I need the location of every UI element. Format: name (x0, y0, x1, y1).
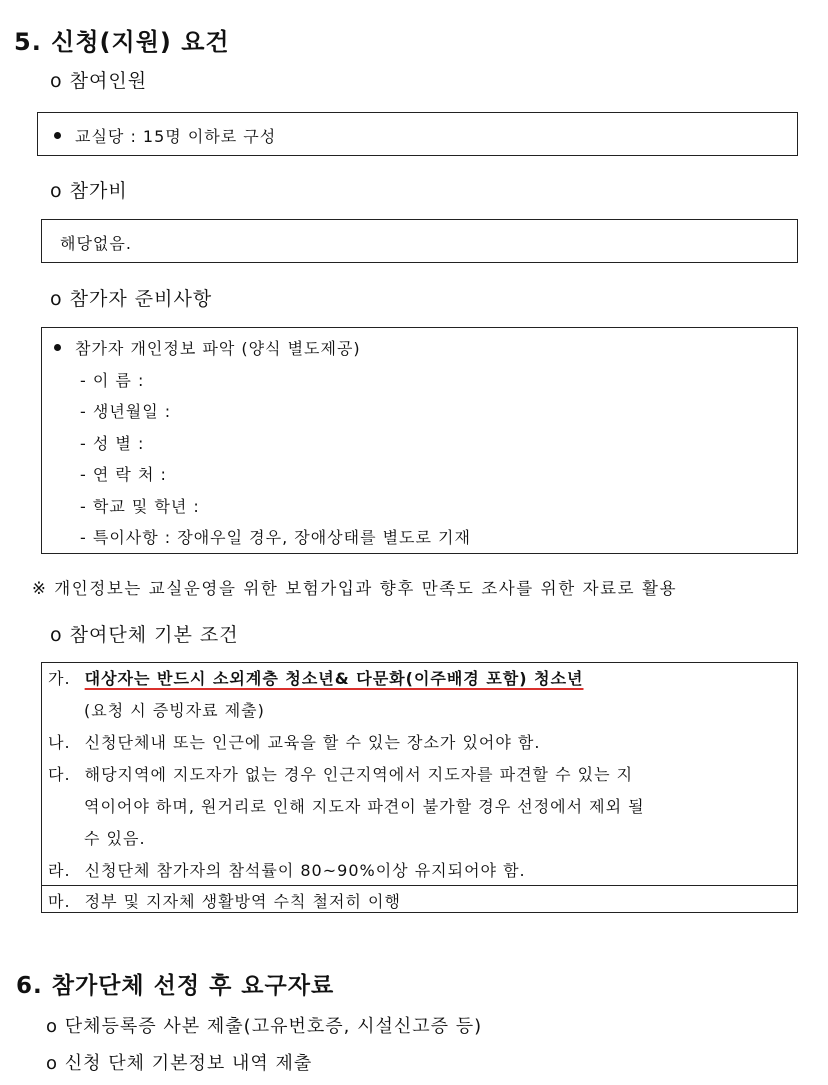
condition-label: 다. (48, 765, 71, 784)
preparation-item: - 생년월일 : (80, 402, 172, 421)
conditions-box (41, 662, 798, 913)
required-doc-item: o 단체등록증 사본 제출(고유번호증, 시설신고증 등) (46, 1016, 483, 1037)
preparation-item: - 이 름 : (80, 371, 145, 390)
participants-box (37, 112, 798, 156)
bullet-dot-icon (54, 132, 61, 139)
condition-text: 신청단체내 또는 인근에 교육을 할 수 있는 장소가 있어야 함. (84, 733, 541, 752)
condition-text-emphasis: 대상자는 반드시 소외계층 청소년& 다문화(이주배경 포함) 청소년 (84, 669, 584, 688)
condition-text: 해당지역에 지도자가 없는 경우 인근지역에서 지도자를 파견할 수 있는 지 (84, 765, 634, 784)
condition-row (48, 666, 584, 689)
participants-bullet-text: 교실당 : 15명 이하로 구성 (75, 127, 277, 146)
condition-label: 가. (48, 669, 71, 688)
fee-box (41, 219, 798, 263)
condition-row: 수 있음. (84, 829, 146, 848)
condition-row (48, 730, 540, 753)
section-6-title: 6. 참가단체 선정 후 요구자료 (16, 973, 335, 999)
fee-text: 해당없음. (60, 234, 132, 253)
condition-row: 역이어야 하며, 원거리로 인해 지도자 파견이 불가할 경우 선정에서 제외 될 (84, 797, 645, 816)
preparation-item: - 성 별 : (80, 434, 145, 453)
preparation-bullet-text: 참가자 개인정보 파악 (양식 별도제공) (75, 339, 361, 358)
condition-label: 라. (48, 861, 71, 880)
preparation-item: - 연 락 처 : (80, 465, 167, 484)
condition-text: 정부 및 지자체 생활방역 수칙 철저히 이행 (84, 892, 401, 911)
condition-label: 마. (48, 892, 71, 911)
fee-heading: o 참가비 (50, 180, 128, 202)
privacy-note: ※ 개인정보는 교실운영을 위한 보험가입과 향후 만족도 조사를 위한 자료로 활용 (32, 579, 678, 598)
condition-label: 나. (48, 733, 71, 752)
condition-divider (42, 885, 797, 886)
condition-row: (요청 시 증빙자료 제출) (84, 701, 265, 720)
participants-bullet-line (54, 124, 276, 147)
participants-heading: o 참여인원 (50, 70, 148, 92)
section-5-title: 5. 신청(지원) 요건 (14, 28, 230, 56)
condition-row (48, 858, 526, 881)
preparation-heading: o 참가자 준비사항 (50, 288, 213, 310)
preparation-item: - 학교 및 학년 : (80, 497, 200, 516)
condition-text: 신청단체 참가자의 참석률이 80~90%이상 유지되어야 함. (84, 861, 526, 880)
conditions-heading: o 참여단체 기본 조건 (50, 624, 239, 646)
condition-row (48, 762, 633, 785)
bullet-dot-icon (54, 344, 61, 351)
preparation-item: - 특이사항 : 장애우일 경우, 장애상태를 별도로 기재 (80, 528, 471, 547)
preparation-bullet-line (54, 336, 361, 359)
preparation-box (41, 327, 798, 554)
condition-row (48, 889, 401, 912)
required-doc-item: o 신청 단체 기본정보 내역 제출 (46, 1053, 313, 1074)
